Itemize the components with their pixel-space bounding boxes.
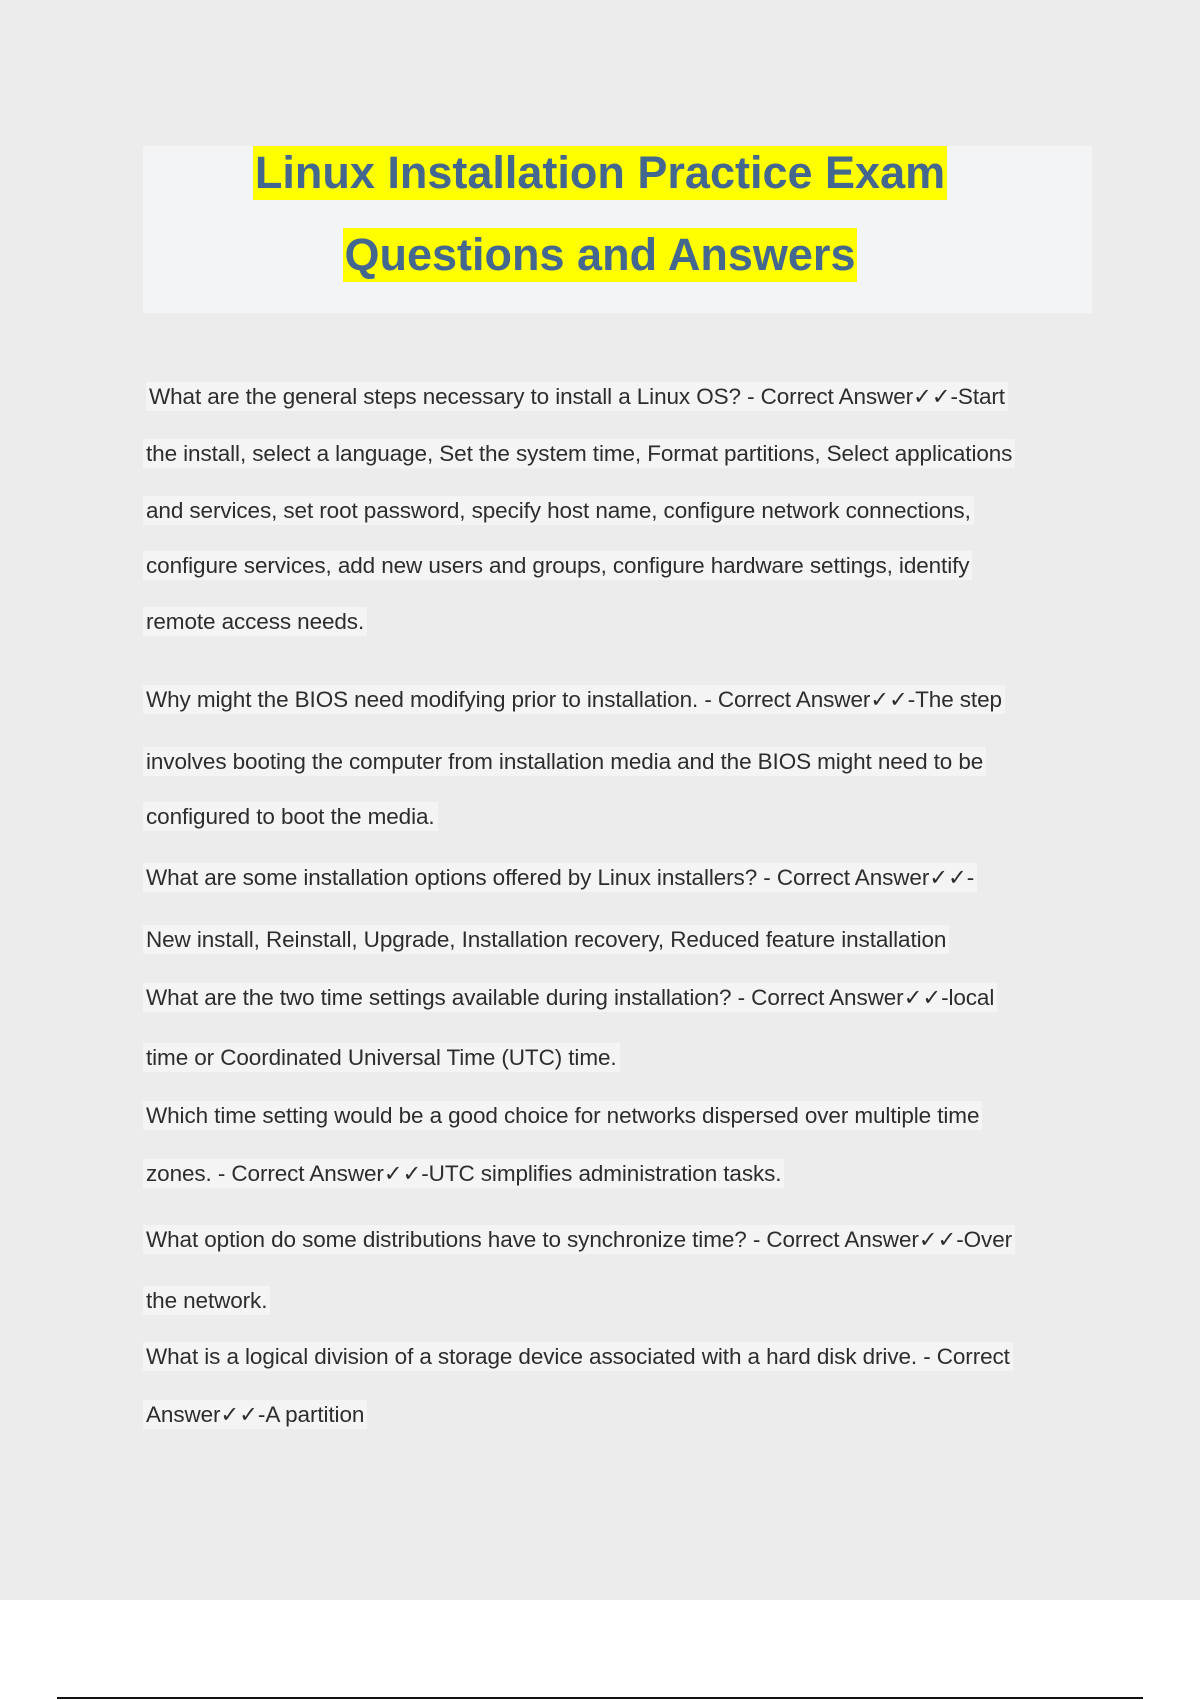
title-line-1-wrap: [0, 146, 1200, 200]
title-line-2-wrap: [0, 228, 1200, 282]
document-title-line-1: Linux Installation Practice Exam: [254, 147, 946, 198]
qa-line: involves booting the computer from installation media and the BIOS might need to be: [143, 749, 1093, 804]
qa-item-1-cont: [143, 441, 1093, 649]
qa-line: Why might the BIOS need modifying prior to installation. - Correct Answer✓✓-The step: [143, 687, 1093, 749]
qa-item-4: [143, 985, 1093, 1085]
qa-line: What is a logical division of a storage device associated with a hard disk drive. - Correct: [143, 1344, 1093, 1402]
qa-line: New install, Reinstall, Upgrade, Installation recovery, Reduced feature installation: [143, 927, 1093, 967]
qa-line: the install, select a language, Set the system time, Format partitions, Select applications: [143, 441, 1093, 498]
qa-line: configured to boot the media.: [143, 804, 1093, 844]
qa-line: Which time setting would be a good choice for networks dispersed over multiple time: [143, 1103, 1093, 1161]
qa-item-1: [146, 384, 1096, 441]
qa-item-7: [143, 1344, 1093, 1442]
qa-item-2: [143, 687, 1093, 844]
qa-line: What are some installation options offered by Linux installers? - Correct Answer✓✓-: [143, 865, 1093, 927]
footer-divider: [57, 1697, 1143, 1699]
qa-item-5: [143, 1103, 1093, 1201]
qa-line: zones. - Correct Answer✓✓-UTC simplifies administration tasks.: [143, 1161, 1093, 1201]
qa-line: remote access needs.: [143, 609, 1093, 649]
qa-line: What option do some distributions have to synchronize time? - Correct Answer✓✓-Over: [143, 1227, 1093, 1288]
qa-line: What are the general steps necessary to install a Linux OS? - Correct Answer✓✓-Start: [146, 384, 1096, 441]
qa-line: the network.: [143, 1288, 1093, 1328]
qa-line: What are the two time settings available during installation? - Correct Answer✓✓-local: [143, 985, 1093, 1045]
qa-line: time or Coordinated Universal Time (UTC) time.: [143, 1045, 1093, 1085]
qa-line: and services, set root password, specify host name, configure network connections,: [143, 498, 1093, 553]
qa-item-6: [143, 1227, 1093, 1328]
qa-item-3: [143, 865, 1093, 967]
document-title-line-2: Questions and Answers: [344, 229, 856, 280]
qa-line: configure services, add new users and groups, configure hardware settings, identify: [143, 553, 1093, 609]
qa-line: Answer✓✓-A partition: [143, 1402, 1093, 1442]
